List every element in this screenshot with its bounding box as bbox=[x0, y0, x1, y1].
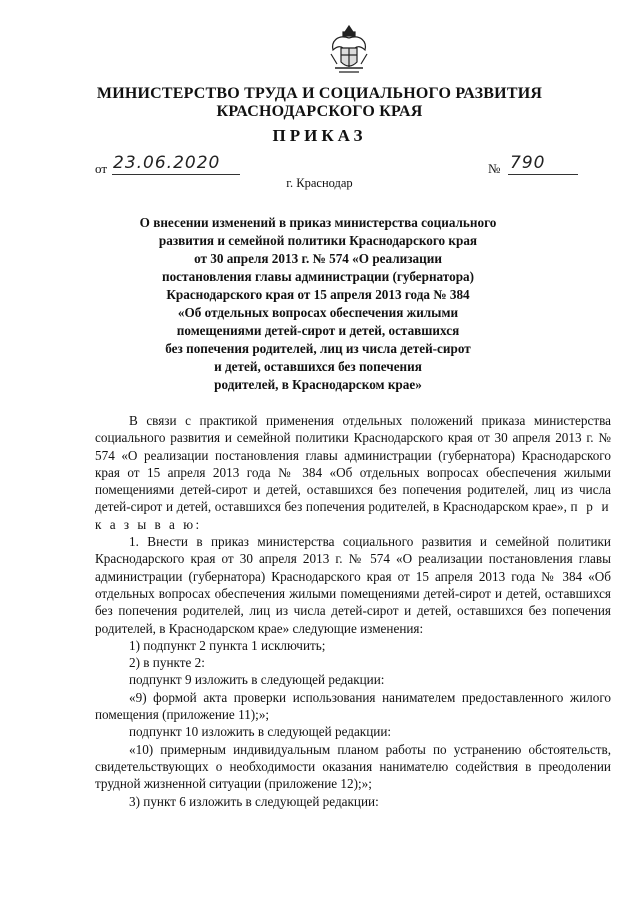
date-underline bbox=[112, 174, 240, 175]
paragraph-sub10-text: «10) примерным индивидуальным планом работы по устранению обстоятельств, свидетельствующих о необходимости оказания нанимателю содействия в преодолении трудной жизненной ситуации (приложение 12);»; bbox=[95, 741, 611, 792]
ministry-name-line2: КРАСНОДАРСКОГО КРАЯ bbox=[216, 103, 423, 120]
order-word: п р и к а з ы в а ю: bbox=[95, 499, 612, 532]
number-value: 790 bbox=[510, 153, 546, 173]
subject-line: постановления главы администрации (губернатора) bbox=[161, 269, 475, 284]
subject-line: помещениями детей-сирот и детей, оставшихся bbox=[176, 323, 460, 338]
number-underline bbox=[508, 174, 578, 175]
document-subject bbox=[128, 214, 508, 394]
intro-text: В связи с практикой применения отдельных положений приказа министерства социального развития и семейной политики Краснодарского края от 30 апреля 2013 г. № 574 «О реализации постановления главы администрации (губернатора) Краснодарского края от 15 апреля 2013 года № 384 «Об отдельных вопросах обеспечения жилыми помещениями детей-сирот и детей, оставшихся без попечения родителей, лиц из числа детей-сирот и детей, оставшихся без попечения родителей, в Краснодарском крае», bbox=[95, 413, 611, 515]
paragraph-intro bbox=[95, 412, 611, 533]
subject-line: развития и семейной политики Краснодарского края bbox=[158, 233, 478, 248]
city-name: г. Краснодар bbox=[286, 176, 353, 190]
paragraph-sub10-intro: подпункт 10 изложить в следующей редакции: bbox=[129, 724, 392, 740]
subject-line: О внесении изменений в приказ министерства социального bbox=[139, 215, 497, 230]
date-value: 23.06.2020 bbox=[113, 153, 221, 173]
ministry-name bbox=[40, 85, 599, 121]
coat-of-arms-icon bbox=[327, 24, 371, 76]
date-prefix: от bbox=[95, 161, 108, 176]
subject-line: Краснодарского края от 15 апреля 2013 года № 384 bbox=[166, 287, 470, 302]
document-body bbox=[95, 412, 611, 810]
paragraph-item-1-3: 3) пункт 6 изложить в следующей редакции: bbox=[129, 793, 379, 809]
document-type-title: ПРИКАЗ bbox=[272, 126, 367, 145]
subject-line: «Об отдельных вопросах обеспечения жилыми bbox=[177, 305, 459, 320]
paragraph-sub9-text: «9) формой акта проверки использования нанимателем предоставленного жилого помещения (приложение 11);»; bbox=[95, 689, 611, 723]
paragraph-sub9-intro: подпункт 9 изложить в следующей редакции: bbox=[129, 672, 385, 688]
subject-line: без попечения родителей, лиц из числа детей-сирот bbox=[165, 341, 471, 356]
ministry-name-line1: МИНИСТЕРСТВО ТРУДА И СОЦИАЛЬНОГО РАЗВИТИЯ bbox=[96, 85, 543, 102]
paragraph-item-1-2: 2) в пункте 2: bbox=[129, 655, 205, 671]
subject-line: родителей, в Краснодарском крае» bbox=[214, 377, 422, 392]
subject-line: от 30 апреля 2013 г. № 574 «О реализации bbox=[194, 251, 442, 266]
paragraph-item-1-1: 1) подпункт 2 пункта 1 исключить; bbox=[129, 637, 326, 653]
subject-line: и детей, оставшихся без попечения bbox=[214, 359, 422, 374]
paragraph-item-1: 1. Внести в приказ министерства социального развития и семейной политики Краснодарского края от 30 апреля 2013 г. № 574 «О реализации постановления главы администрации (губернатора) Краснодарского края от 15 апреля 2013 года № 384 «Об отдельных вопросах обеспечения жилыми помещениями детей-сирот и детей, оставшихся без попечения родителей, лиц из числа детей-сирот и детей, оставшихся без попечения родителей, в Краснодарском крае» следующие изменения: bbox=[95, 534, 611, 636]
number-prefix: № bbox=[488, 161, 501, 176]
